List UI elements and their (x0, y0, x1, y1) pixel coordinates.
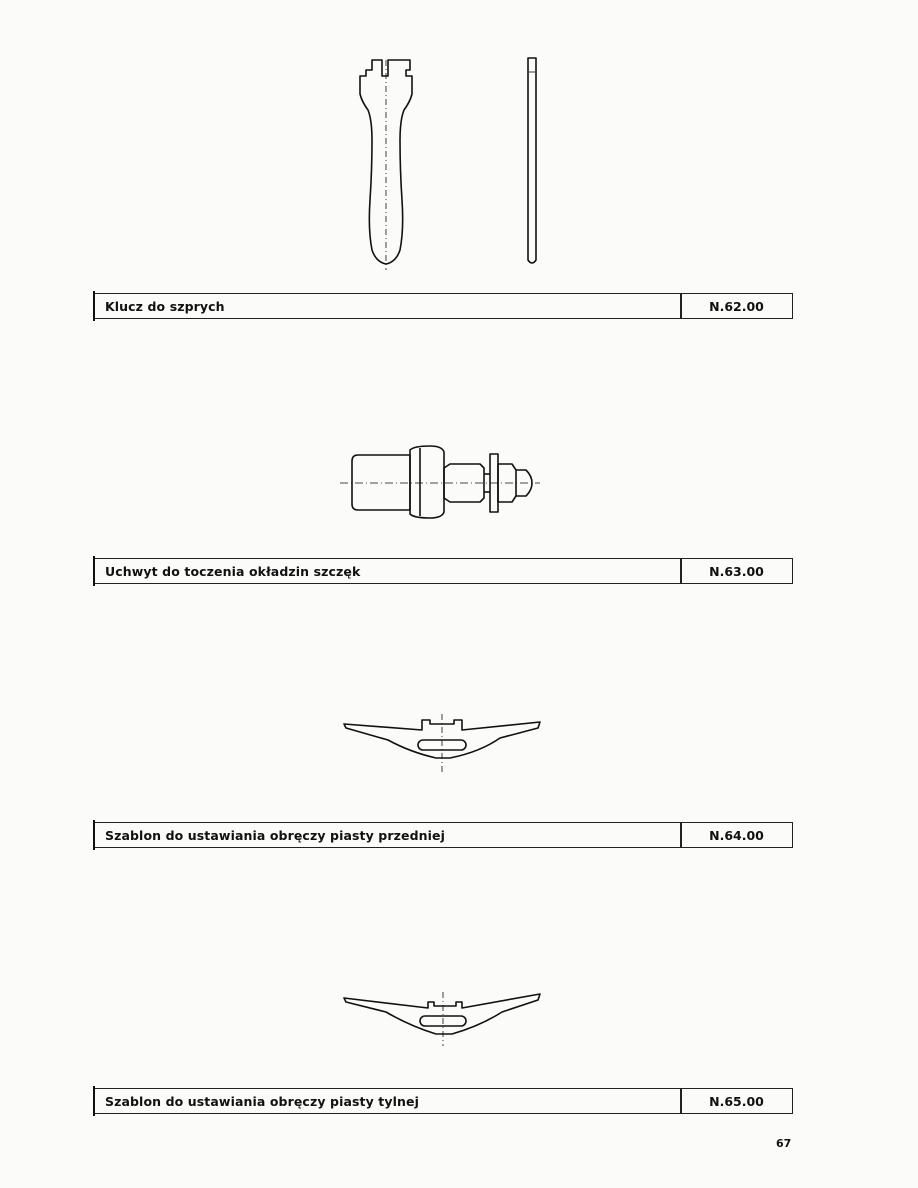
front-hub-rim-template-drawing (340, 710, 550, 780)
tool-label-row (93, 1088, 793, 1114)
brake-lining-turning-holder-drawing (340, 440, 550, 530)
tool-name: Uchwyt do toczenia okładzin szczęk (105, 563, 361, 579)
tool-name: Szablon do ustawiania obręczy piasty tylnej (105, 1093, 419, 1109)
tool-code: N.62.00 (709, 298, 764, 314)
tool-label-row (93, 558, 793, 584)
tool-code: N.65.00 (709, 1093, 764, 1109)
spoke-wrench-drawing (340, 50, 570, 280)
rear-hub-rim-template-drawing (340, 990, 550, 1050)
tool-label-row (93, 293, 793, 319)
page-number: 67 (776, 1137, 792, 1150)
tool-code: N.63.00 (709, 563, 764, 579)
tool-label-row (93, 822, 793, 848)
tool-name: Szablon do ustawiania obręczy piasty przedniej (105, 827, 445, 843)
tool-code: N.64.00 (709, 827, 764, 843)
tool-name: Klucz do szprych (105, 298, 225, 314)
